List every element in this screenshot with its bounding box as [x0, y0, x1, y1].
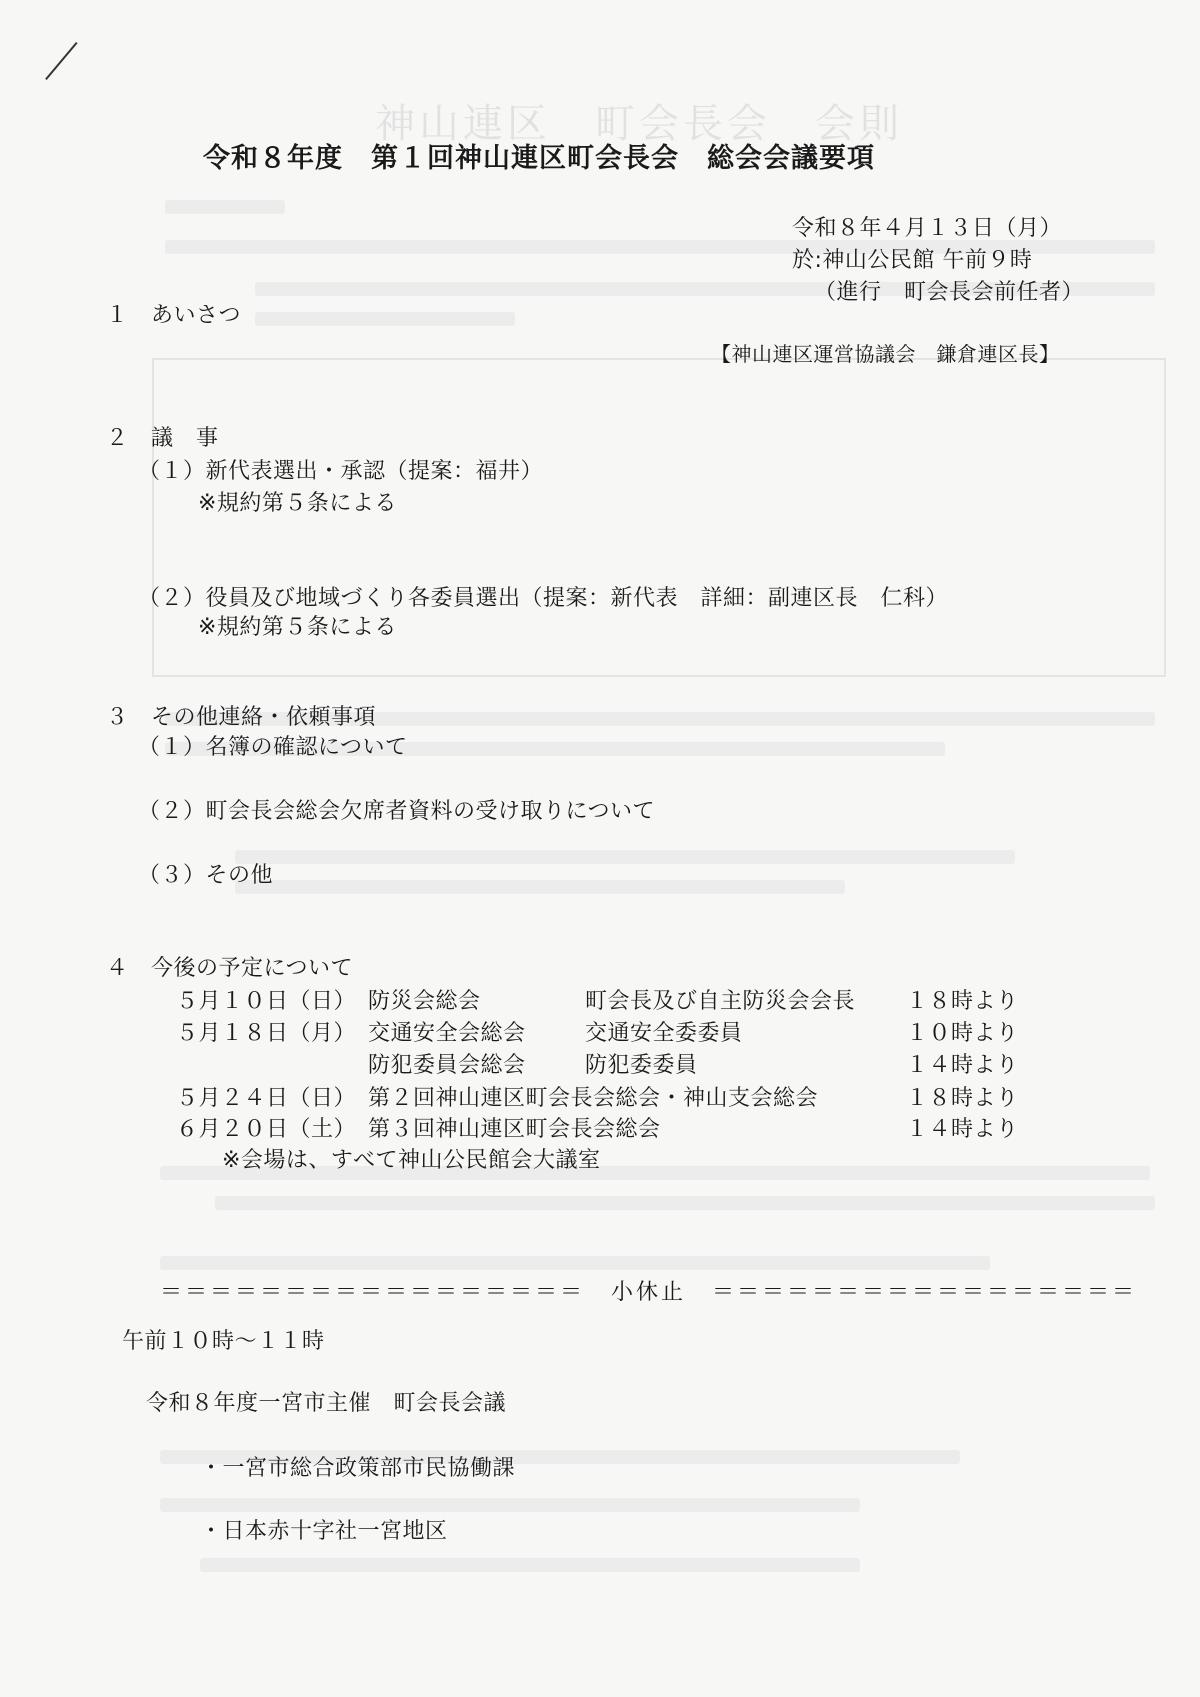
break-label: 小休止	[611, 1280, 687, 1305]
schedule-event: 第３回神山連区町会長会総会	[368, 1117, 661, 1142]
bleed-through-line	[215, 1196, 1155, 1210]
break-divider	[160, 1275, 1137, 1306]
schedule-date: ６月２０日（土）	[176, 1117, 357, 1142]
schedule-event: 防犯委員会総会	[368, 1053, 526, 1078]
bleed-through-line	[255, 312, 515, 326]
section-greeting: １ あいさつ	[106, 303, 242, 328]
break-rule-right: ＝＝＝＝＝＝＝＝＝＝＝＝＝＝＝＝＝	[712, 1280, 1138, 1305]
meeting-date: 令和８年４月１３日（月）	[792, 216, 1063, 241]
bleed-through-line	[165, 200, 285, 214]
schedule-time: １８時より	[906, 989, 1019, 1014]
meeting-venue: 於:神山公民館 午前９時	[792, 248, 1033, 273]
agenda-item-1-note: ※規約第５条による	[198, 491, 397, 516]
meeting-facilitator: （進行 町会長会前任者）	[814, 280, 1085, 305]
schedule-venue-note: ※会場は、すべて神山公民館会大議室	[222, 1148, 601, 1173]
greeting-speaker: 【神山連区運営協議会 鎌倉連区長】	[711, 342, 1060, 366]
schedule-attendees: 町会長及び自主防災会会長	[585, 989, 856, 1014]
second-meeting-title: 令和８年度一宮市主催 町会長会議	[146, 1391, 507, 1416]
section-other: ３ その他連絡・依頼事項	[106, 705, 377, 730]
schedule-time: １０時より	[906, 1021, 1019, 1046]
schedule-date: ５月１０日（日）	[176, 989, 357, 1014]
schedule-date: ５月２４日（日）	[176, 1086, 357, 1111]
schedule-attendees: 防犯委委員	[585, 1053, 698, 1078]
bleed-through-line	[235, 850, 1015, 864]
schedule-time: １４時より	[906, 1053, 1019, 1078]
section-schedule: ４ 今後の予定について	[106, 956, 354, 981]
bleed-through-line	[235, 880, 845, 894]
other-item-1: （１）名簿の確認について	[138, 735, 408, 760]
bleed-through-line	[160, 1498, 860, 1512]
other-item-2: （２）町会長会総会欠席者資料の受け取りについて	[138, 799, 656, 824]
break-rule-left: ＝＝＝＝＝＝＝＝＝＝＝＝＝＝＝＝＝	[160, 1280, 586, 1305]
agenda-item-1: （１）新代表選出・承認（提案：福井）	[138, 459, 544, 484]
schedule-attendees: 交通安全委委員	[585, 1021, 743, 1046]
schedule-event: 防災会総会	[368, 989, 481, 1014]
schedule-event: 交通安全会総会	[368, 1021, 526, 1046]
pen-mark	[45, 42, 77, 80]
second-meeting-time: 午前１０時～１１時	[122, 1329, 325, 1354]
schedule-date: ５月１８日（月）	[176, 1021, 357, 1046]
agenda-item-2: （２）役員及び地域づくり各委員選出（提案：新代表 詳細：副連区長 仁科）	[138, 586, 949, 611]
schedule-time: １８時より	[906, 1086, 1019, 1111]
section-agenda: ２ 議 事	[106, 426, 219, 451]
schedule-time: １４時より	[906, 1117, 1019, 1142]
other-item-3: （３）その他	[138, 863, 274, 888]
second-meeting-item-2: ・日本赤十字社一宮地区	[200, 1519, 448, 1544]
agenda-item-2-note: ※規約第５条による	[198, 615, 397, 640]
bleed-through-line	[160, 1256, 990, 1270]
second-meeting-item-1: ・一宮市総合政策部市民協働課	[200, 1456, 516, 1481]
bleed-through-heading: 神山連区 町会長会 会則	[375, 101, 903, 147]
document-title: 令和８年度 第１回神山連区町会長会 総会会議要項	[203, 143, 875, 174]
bleed-through-line	[200, 1558, 860, 1572]
schedule-event: 第２回神山連区町会長会総会・神山支会総会	[368, 1086, 819, 1111]
